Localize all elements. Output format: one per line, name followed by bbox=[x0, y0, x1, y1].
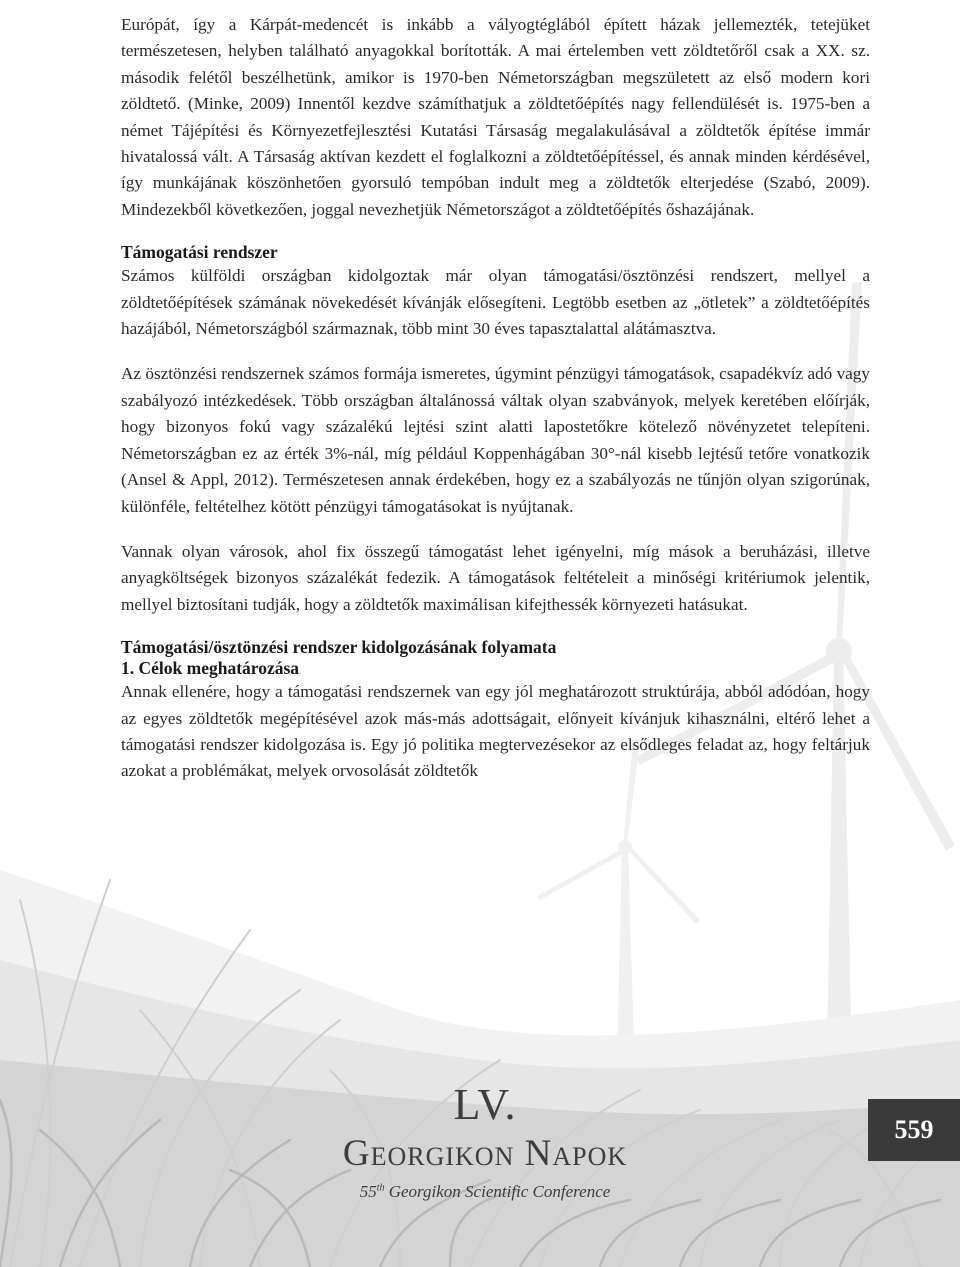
section-heading-support-system: Támogatási rendszer bbox=[121, 242, 278, 263]
paragraph: Számos külföldi országban kidolgoztak már olyan támogatási/ösztönzési rendszert, mellyel a zöldtetőépítések számának növekedését kívánják elősegíteni. Legtöbb esetben az „ötletek” a zöldtetőépítés hazájából, Németországból származnak, több mint 30 éves tapasztalattal alátámasztva. bbox=[121, 266, 870, 339]
logo-subtitle-text: Georgikon Scientific Conference bbox=[384, 1182, 611, 1201]
logo-subtitle bbox=[300, 1182, 670, 1202]
paragraph: Vannak olyan városok, ahol fix összegű támogatást lehet igényelni, míg mások a beruházási, illetve anyagköltségek bizonyos százalékát fedezik. A támogatások feltételeit a minőségi kritériumok jelentik, mellyel biztosítani tudják, hogy a zöldtetők maximálisan kifejthessék környezeti hatásukat. bbox=[121, 541, 870, 614]
logo-conference-name: Georgikon Napok bbox=[342, 1133, 628, 1174]
logo-subtitle-ordinal: th bbox=[376, 1182, 385, 1194]
paragraph: Az ösztönzési rendszernek számos formája ismeretes, úgymint pénzügyi támogatások, csapadékvíz adó vagy szabályozó intézkedések. Több országban általánossá váltak olyan szabványok, melyek keretében előírják, hogy bizonyos fokú vagy százalékú lejtési szint alatti lapostetőkre kötelező növényzetet telepíteni. Németországban ez az érték 3%-nál, míg például Koppenhágában 30°-nál kisebb lejtésű tetőre vonatkozik (Ansel & Appl, 2012). Természetesen annak érdekében, hogy ez a szabályozás ne tűnjön olyan szigorúnak, különféle, feltételhez kötött pénzügyi támogatásokat is nyújtanak. bbox=[121, 364, 870, 516]
conference-logo bbox=[300, 1082, 670, 1202]
intro-paragraph: Európát, így a Kárpát-medencét is inkább a vályogtéglából épített házak jellemezték, tetejüket természetesen, helyben található anyagokkal borították. A mai értelemben vett zöldtetőről csak a XX. sz. második felétől beszélhetünk, amikor is 1970-ben Németországban megszületett az első modern kori zöldtető. (Minke, 2009) Innentől kezdve számíthatjuk a zöldtetőépítés nagy fellendülését is. 1975-ben a német Tájépítési és Környezetfejlesztési Kutatási Társaság megalakulásával a zöldtetők építése immár hivatalossá vált. A Társaság aktívan kezdett el foglalkozni a zöldtetőépítéssel, és annak minden kérdésével, így munkájának köszönhetően gyorsuló tempóban indult meg a zöldtetők elterjedése (Szabó, 2009). Mindezekből következően, joggal nevezhetjük Németországot a zöldtetőépítés őshazájának. bbox=[121, 15, 870, 219]
grass-field bbox=[0, 870, 960, 1267]
section-heading-development-process: Támogatási/ösztönzési rendszer kidolgozásának folyamata bbox=[121, 637, 557, 658]
paragraph: Annak ellenére, hogy a támogatási rendszernek van egy jól meghatározott struktúrája, abból adódóan, hogy az egyes zöldtetők megépítésével azok más-más adottságait, előnyeit kívánjuk kihasználni, eltérő lehet a támogatási rendszer kidolgozása is. Egy jó politika megtervezésekor az elsődleges feladat az, hogy feltárjuk azokat a problémákat, melyek orvosolását zöldtetők bbox=[121, 682, 870, 781]
page-number-box bbox=[868, 1099, 960, 1161]
page-number: 559 bbox=[894, 1115, 934, 1144]
logo-roman-numeral: LV. bbox=[453, 1080, 517, 1129]
section-heading-goals: 1. Célok meghatározása bbox=[121, 658, 300, 679]
logo-subtitle-number: 55 bbox=[359, 1182, 377, 1201]
article-body bbox=[121, 12, 870, 804]
